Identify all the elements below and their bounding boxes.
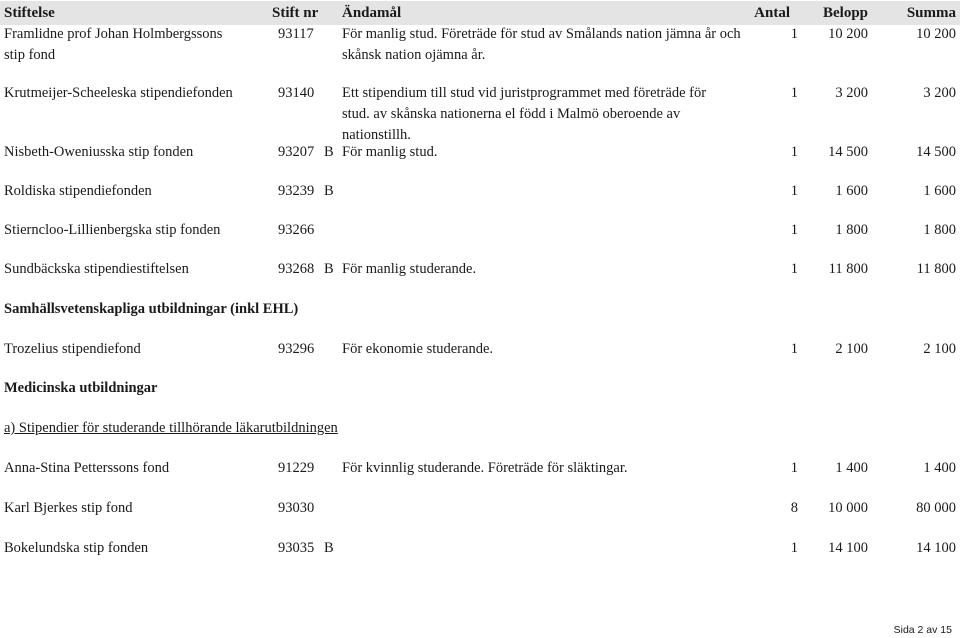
fund-purpose	[342, 24, 742, 66]
fund-name: Stierncloo-Lillienbergska stip fonden	[4, 222, 221, 238]
fund-number: 93030	[278, 500, 315, 516]
fund-purpose-line: För manlig stud. Företräde för stud av Smålands nation jämna år och	[342, 26, 741, 42]
fund-belopp: 1 600	[835, 183, 868, 199]
fund-name: Nisbeth-Oweniusska stip fonden	[4, 144, 194, 160]
fund-belopp: 11 800	[828, 261, 868, 277]
fund-name: Sundbäckska stipendiestiftelsen	[4, 261, 189, 277]
fund-belopp: 14 100	[828, 540, 868, 556]
fund-summa: 14 100	[916, 540, 956, 556]
fund-antal: 1	[790, 222, 798, 238]
fund-flag: B	[324, 261, 334, 277]
fund-number: 93266	[278, 222, 315, 238]
table-header	[0, 1, 960, 25]
header-belopp: Belopp	[822, 5, 868, 21]
fund-antal: 1	[790, 261, 798, 277]
fund-purpose: För manlig studerande.	[342, 261, 477, 277]
fund-name: Bokelundska stip fonden	[4, 540, 149, 556]
fund-name-line: Framlidne prof Johan Holmbergssons	[4, 26, 223, 42]
fund-antal: 1	[790, 341, 798, 357]
section-heading-medicin: Medicinska utbildningar	[4, 380, 158, 396]
fund-antal: 1	[790, 85, 798, 101]
header-stift-nr: Stift nr	[272, 5, 319, 21]
fund-belopp: 14 500	[828, 144, 868, 160]
fund-name-line: stip fond	[4, 47, 56, 63]
fund-name: Anna-Stina Petterssons fond	[4, 460, 170, 476]
fund-name: Karl Bjerkes stip fond	[4, 500, 133, 516]
fund-summa: 2 100	[923, 341, 956, 357]
fund-purpose: För manlig stud.	[342, 144, 438, 160]
fund-name: Roldiska stipendiefonden	[4, 183, 152, 199]
fund-belopp: 1 800	[835, 222, 868, 238]
fund-name	[4, 24, 274, 66]
fund-flag: B	[324, 540, 334, 556]
fund-number: 93207	[278, 144, 315, 160]
fund-summa: 1 800	[923, 222, 956, 238]
fund-antal: 1	[790, 144, 798, 160]
fund-number: 93296	[278, 341, 315, 357]
section-heading-samhall: Samhällsvetenskapliga utbildningar (inkl EHL)	[4, 301, 299, 317]
fund-summa: 80 000	[916, 500, 956, 516]
fund-summa: 1 600	[923, 183, 956, 199]
fund-summa: 14 500	[916, 144, 956, 160]
fund-purpose	[342, 83, 742, 146]
fund-flag: B	[324, 183, 334, 199]
fund-number: 91229	[278, 460, 315, 476]
fund-number: 93035	[278, 540, 315, 556]
fund-summa: 1 400	[923, 460, 956, 476]
fund-antal: 8	[790, 500, 798, 516]
fund-antal: 1	[790, 540, 798, 556]
fund-number: 93140	[278, 85, 315, 101]
fund-antal: 1	[790, 26, 798, 42]
header-summa: Summa	[906, 5, 956, 21]
fund-purpose-line: stud. av skånska nationerna el född i Malmö oberoende av nationstillh.	[342, 106, 681, 143]
fund-number: 93239	[278, 183, 315, 199]
header-andamal: Ändamål	[342, 5, 402, 21]
fund-belopp: 10 000	[828, 500, 868, 516]
fund-purpose: För kvinnlig studerande. Företräde för släktingar.	[342, 460, 628, 476]
fund-summa: 10 200	[916, 26, 956, 42]
fund-number: 93268	[278, 261, 315, 277]
header-antal: Antal	[754, 5, 790, 21]
fund-name: Krutmeijer-Scheeleska stipendiefonden	[4, 85, 233, 101]
fund-flag: B	[324, 144, 334, 160]
subsection-heading-lakarutbildning: a) Stipendier för studerande tillhörande läkarutbildningen	[4, 420, 338, 436]
fund-summa: 11 800	[916, 261, 956, 277]
fund-belopp: 1 400	[835, 460, 868, 476]
fund-name: Trozelius stipendiefond	[4, 341, 141, 357]
fund-antal: 1	[790, 183, 798, 199]
fund-belopp: 3 200	[835, 85, 868, 101]
fund-summa: 3 200	[923, 85, 956, 101]
fund-antal: 1	[790, 460, 798, 476]
fund-purpose: För ekonomie studerande.	[342, 341, 494, 357]
fund-belopp: 10 200	[828, 26, 868, 42]
page-number: Sida 2 av 15	[893, 624, 952, 636]
fund-purpose-line: skånsk nation ojämna år.	[342, 47, 486, 63]
header-stiftelse: Stiftelse	[4, 5, 55, 21]
fund-number: 93117	[278, 26, 314, 42]
fund-belopp: 2 100	[835, 341, 868, 357]
fund-purpose-line: Ett stipendium till stud vid juristprogrammet med företräde för	[342, 85, 707, 101]
